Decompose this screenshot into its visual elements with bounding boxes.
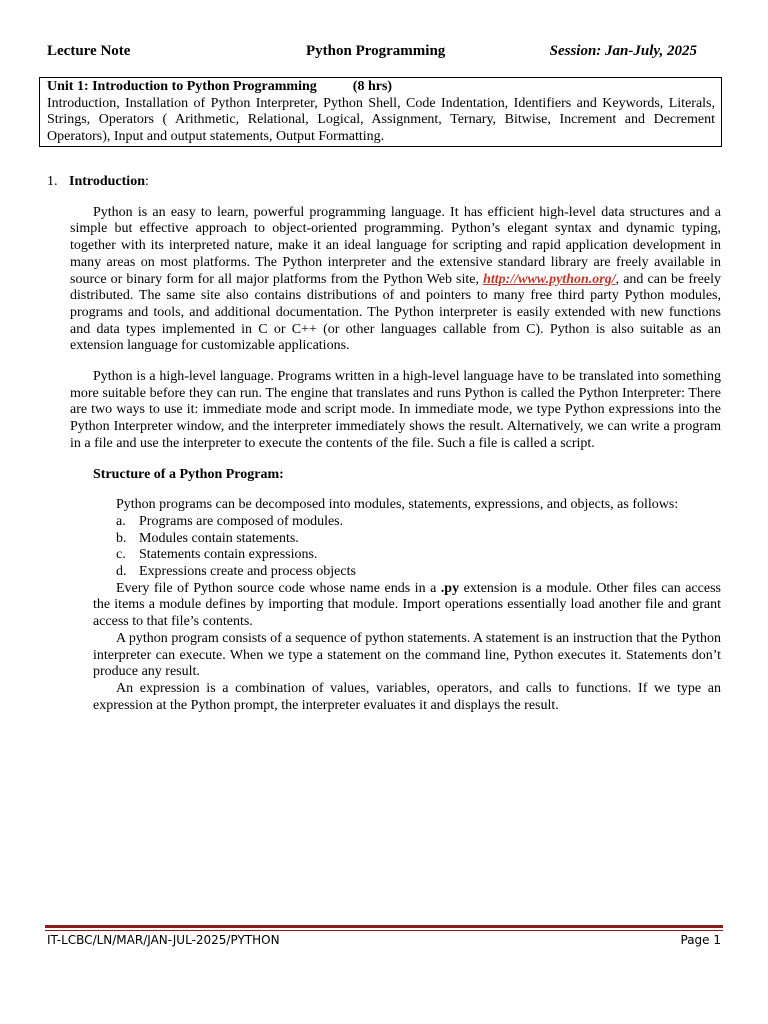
section-title-suffix: : <box>144 174 149 189</box>
intro-text-before-link: Python is an easy to learn, powerful programming language. It has efficient high-level data structures and a simple but effective approach to object-oriented programming. Python’s elegant syntax and dynamic typing, together with its interpreted nature, make it an ideal language for scripting and rapid application development in many areas on most platforms. The Python interpreter and the extensive standard library are freely available in source or binary form for all major platforms from the Python Web site, <box>70 204 721 287</box>
main-content <box>47 174 721 714</box>
section-title: Introduction <box>69 174 145 189</box>
list-item <box>116 531 721 548</box>
list-item-text: Expressions create and process objects <box>139 564 356 580</box>
unit-title: Unit 1: Introduction to Python Programming <box>47 79 317 94</box>
list-marker: d. <box>116 564 127 580</box>
py-extension: .py <box>440 580 460 596</box>
list-item <box>116 564 721 581</box>
unit-hours: (8 hrs) <box>352 79 393 94</box>
module-paragraph <box>93 581 721 631</box>
footer-rule-thick <box>45 925 723 928</box>
intro-paragraph-2: Python is a high-level language. Programs written in a high-level language have to be translated into something more suitable before they can run. The engine that translates and runs Python is called the Python Interpreter: There are two ways to use it: immediate mode and script mode. In immediate mode, we type Python expressions into the Python Interpreter window, and the interpreter immediately shows the result. Alternatively, we can write a program in a file and use the interpreter to execute the contents of the file. Such a file is called a script. <box>70 369 721 451</box>
footer-doc-code: IT-LCBC/LN/MAR/JAN-JUL-2025/PYTHON <box>47 933 280 947</box>
list-item-text: Modules contain statements. <box>139 530 299 546</box>
header-session: Session: Jan-July, 2025 <box>549 43 697 59</box>
list-item-text: Programs are composed of modules. <box>139 513 344 529</box>
structure-heading: Structure of a Python Program: <box>93 466 284 482</box>
page-header <box>47 43 727 63</box>
list-marker: a. <box>116 513 126 529</box>
footer-rule-thin <box>45 930 723 931</box>
list-item <box>116 547 721 564</box>
intro-text-after-link: , and can be freely distributed. The same site also contains distributions of and pointers to many free third party Python modules, programs and tools, and additional documentation. The Python interpreter is easily extended with new functions and data types implemented in C or C++ (or other languages callable from C). Python is also suitable as an extension language for customizable applications. <box>70 271 722 354</box>
structure-list <box>47 514 721 581</box>
header-course: Python Programming <box>306 43 446 59</box>
list-marker: b. <box>116 530 127 546</box>
section-number: 1. <box>47 174 58 189</box>
python-website-link[interactable]: http://www.python.org/ <box>483 271 616 287</box>
unit-summary-box <box>39 77 722 147</box>
module-text-before: Every file of Python source code whose name ends in a <box>116 580 441 596</box>
list-item-text: Statements contain expressions. <box>139 547 318 563</box>
intro-paragraph-1 <box>70 205 721 355</box>
structure-intro: Python programs can be decomposed into modules, statements, expressions, and objects, as follows: <box>116 497 679 513</box>
statement-paragraph: A python program consists of a sequence of python statements. A statement is an instruction that the Python interpreter can execute. When we type a statement on the command line, Python executes it. Statements don’t produce any result. <box>93 630 721 680</box>
header-doc-type: Lecture Note <box>47 43 131 59</box>
section-heading <box>47 174 721 191</box>
list-marker: c. <box>116 547 126 563</box>
footer-page-number: Page 1 <box>680 933 721 947</box>
module-text-after: extension is a module. Other files can access the items a module defines by importing that module. Import operations essentially load another file and grant access to that file’s contents. <box>93 580 721 630</box>
list-item <box>116 514 721 531</box>
expression-paragraph: An expression is a combination of values, variables, operators, and calls to functions. If we type an expression at the Python prompt, the interpreter evaluates it and displays the result. <box>93 680 721 713</box>
unit-title-line <box>47 79 715 96</box>
unit-topics: Introduction, Installation of Python Interpreter, Python Shell, Code Indentation, Identifiers and Keywords, Literals, Strings, Operators ( Arithmetic, Relational, Logical, Assignment, Ternary, Bitwise, Increment and Decrement Operators), Input and output statements, Output Formatting. <box>47 95 715 144</box>
page-footer <box>47 933 721 951</box>
